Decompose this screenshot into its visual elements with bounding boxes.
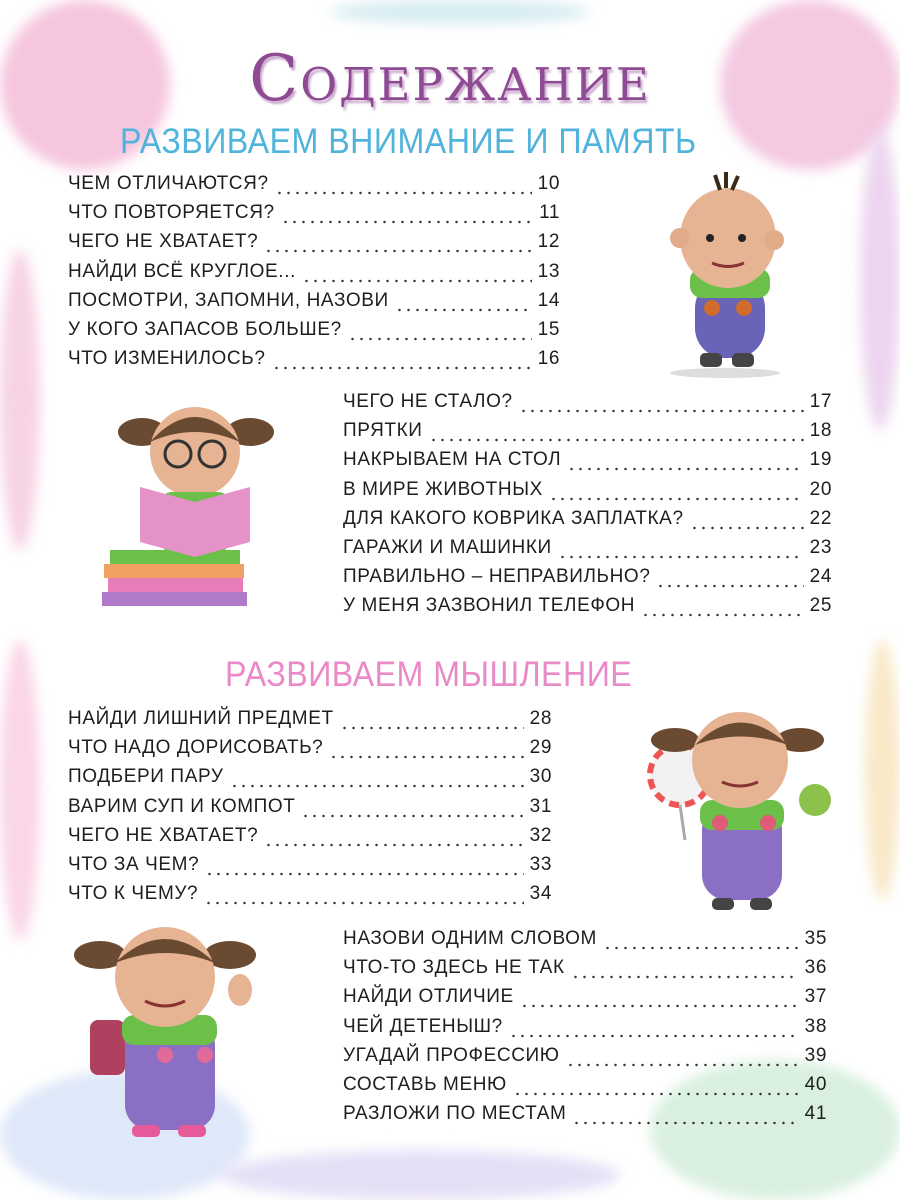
dot-leader [230, 784, 524, 788]
dot-leader [329, 755, 523, 759]
toc-entry-label: СОСТАВЬ МЕНЮ [343, 1074, 507, 1095]
background-cloud [865, 640, 900, 900]
toc-entry[interactable] [343, 508, 832, 537]
toc-entry-page: 34 [529, 883, 552, 905]
toc-entry-page: 19 [809, 449, 832, 471]
dot-leader [264, 249, 531, 253]
toc-entry[interactable] [343, 1045, 827, 1074]
toc-entry[interactable] [68, 796, 552, 825]
toc-entry-label: ЧЕГО НЕ СТАЛО? [343, 391, 513, 412]
toc-entry-page: 38 [804, 1015, 827, 1037]
toc-entry[interactable] [68, 290, 560, 319]
toc-entry[interactable] [343, 420, 832, 449]
boy-character-illustration [640, 168, 810, 378]
toc-entry[interactable] [68, 883, 552, 912]
toc-entry[interactable] [68, 202, 560, 231]
toc-entry[interactable] [68, 261, 560, 290]
dot-leader [272, 366, 532, 370]
dot-leader [571, 975, 799, 979]
toc-entry-page: 28 [529, 708, 552, 729]
dot-leader [281, 220, 533, 224]
dot-leader [566, 1063, 799, 1067]
toc-entry-page: 25 [809, 595, 832, 617]
girl-with-lollipop-illustration [640, 700, 840, 915]
toc-entry[interactable] [343, 986, 827, 1015]
toc-entry-page: 40 [804, 1074, 827, 1095]
dot-leader [302, 279, 532, 283]
page-title: Содержание [249, 42, 651, 116]
toc-entry[interactable] [68, 708, 552, 737]
toc-entry[interactable] [68, 854, 552, 883]
toc-entry-label: НАЙДИ ЛИШНИЙ ПРЕДМЕТ [68, 708, 334, 729]
toc-entry[interactable] [343, 1074, 827, 1103]
toc-entry-page: 41 [804, 1103, 827, 1125]
toc-entry-label: ПОДБЕРИ ПАРУ [68, 766, 224, 788]
toc-entry-page: 39 [804, 1044, 827, 1066]
toc-entry-page: 36 [804, 957, 827, 979]
toc-entry-label: ЧЕЙ ДЕТЕНЫШ? [343, 1015, 503, 1037]
toc-entry-label: ЧТО НАДО ДОРИСОВАТЬ? [68, 737, 324, 759]
toc-entry[interactable] [343, 957, 827, 986]
toc-entry[interactable] [343, 928, 827, 957]
toc-entry-label: ЧЕГО НЕ ХВАТАЕТ? [68, 231, 259, 253]
dot-leader [513, 1092, 799, 1096]
toc-entry-page: 35 [804, 928, 827, 949]
toc-entry-page: 11 [539, 202, 560, 224]
dot-leader [520, 1004, 799, 1008]
toc-entry[interactable] [68, 825, 552, 854]
toc-entry[interactable] [68, 173, 560, 202]
toc-entry-label: ЧТО-ТО ЗДЕСЬ НЕ ТАК [343, 957, 565, 979]
dot-leader [301, 814, 523, 818]
toc-entry[interactable] [343, 537, 832, 566]
toc-entry-label: ЧЕМ ОТЛИЧАЮТСЯ? [68, 173, 269, 194]
toc-entry[interactable] [68, 231, 560, 260]
toc-entry-label: ПРЯТКИ [343, 420, 423, 442]
toc-entry-label: У МЕНЯ ЗАЗВОНИЛ ТЕЛЕФОН [343, 595, 636, 617]
toc-entry-label: ЧТО ЗА ЧЕМ? [68, 854, 200, 875]
dot-leader [509, 1034, 799, 1038]
background-cloud [860, 130, 900, 430]
toc-entry[interactable] [343, 1016, 827, 1045]
toc-entry-page: 18 [809, 420, 832, 442]
toc-entry-label: ВАРИМ СУП И КОМПОТ [68, 795, 296, 817]
toc-entry-label: ЧТО ПОВТОРЯЕТСЯ? [68, 202, 275, 224]
girl-waving-illustration [60, 915, 270, 1145]
toc-entry[interactable] [343, 1103, 827, 1132]
toc-entry[interactable] [68, 348, 560, 377]
section-heading-thinking: РАЗВИВАЕМ МЫШЛЕНИЕ [225, 655, 633, 694]
dot-leader [205, 872, 523, 876]
toc-entry[interactable] [343, 566, 832, 595]
toc-entry-label: ЧТО К ЧЕМУ? [68, 883, 199, 905]
toc-entry-label: НАЙДИ ОТЛИЧИЕ [343, 986, 514, 1008]
toc-entry-page: 24 [809, 566, 832, 588]
dot-leader [264, 843, 523, 847]
dot-leader [641, 613, 804, 617]
toc-entry-label: ПРАВИЛЬНО – НЕПРАВИЛЬНО? [343, 566, 651, 588]
toc-entry-label: РАЗЛОЖИ ПО МЕСТАМ [343, 1103, 567, 1125]
dot-leader [519, 409, 804, 413]
toc-entry-page: 14 [537, 289, 560, 311]
toc-entry-label: ПОСМОТРИ, ЗАПОМНИ, НАЗОВИ [68, 289, 389, 311]
toc-entry-page: 30 [529, 766, 552, 788]
dot-leader [572, 1121, 798, 1125]
dot-leader [204, 901, 523, 905]
toc-entry-label: ЧЕГО НЕ ХВАТАЕТ? [68, 824, 259, 846]
background-cloud [220, 1150, 620, 1200]
toc-entry[interactable] [343, 449, 832, 478]
toc-entry-label: У КОГО ЗАПАСОВ БОЛЬШЕ? [68, 319, 342, 340]
toc-entry-page: 32 [529, 824, 552, 846]
toc-entry[interactable] [343, 391, 832, 420]
toc-entry-page: 22 [809, 507, 832, 529]
dot-leader [395, 308, 532, 312]
dot-leader [567, 467, 803, 471]
dot-leader [275, 191, 532, 195]
toc-entry-label: ГАРАЖИ И МАШИНКИ [343, 537, 552, 558]
dot-leader [348, 337, 532, 341]
toc-entry[interactable] [68, 737, 552, 766]
toc-entry-page: 37 [804, 986, 827, 1008]
background-cloud [0, 250, 40, 550]
toc-entry-label: НАКРЫВАЕМ НА СТОЛ [343, 449, 562, 471]
girl-with-book-illustration [100, 392, 280, 622]
toc-entry-page: 15 [537, 319, 560, 340]
background-cloud [330, 0, 590, 24]
dot-leader [690, 526, 804, 530]
toc-entry-label: ДЛЯ КАКОГО КОВРИКА ЗАПЛАТКА? [343, 507, 684, 529]
toc-entry-page: 12 [537, 231, 560, 253]
toc-entry-page: 16 [537, 348, 560, 370]
toc-entry[interactable] [68, 319, 560, 348]
dot-leader [656, 584, 803, 588]
toc-entry-page: 33 [529, 854, 552, 875]
toc-entry-page: 29 [529, 737, 552, 759]
toc-entry[interactable] [68, 766, 552, 795]
dot-leader [549, 497, 804, 501]
dot-leader [340, 726, 524, 730]
toc-entry-page: 10 [537, 173, 560, 194]
toc-entry-label: НАЗОВИ ОДНИМ СЛОВОМ [343, 928, 597, 949]
toc-entry-page: 31 [529, 795, 552, 817]
background-cloud [0, 640, 40, 940]
toc-entry[interactable] [343, 479, 832, 508]
toc-entry-page: 20 [809, 478, 832, 500]
toc-entry-label: В МИРЕ ЖИВОТНЫХ [343, 478, 543, 500]
toc-entry-page: 13 [537, 260, 560, 282]
dot-leader [558, 555, 804, 559]
toc-entry-label: УГАДАЙ ПРОФЕССИЮ [343, 1044, 560, 1066]
section-heading-attention: РАЗВИВАЕМ ВНИМАНИЕ И ПАМЯТЬ [120, 122, 697, 161]
dot-leader [429, 438, 804, 442]
dot-leader [603, 946, 799, 950]
toc-entry-label: ЧТО ИЗМЕНИЛОСЬ? [68, 348, 266, 370]
toc-entry-page: 23 [809, 537, 832, 558]
toc-entry-label: НАЙДИ ВСЁ КРУГЛОЕ... [68, 260, 296, 282]
toc-entry-page: 17 [809, 391, 832, 412]
toc-entry[interactable] [343, 595, 832, 624]
